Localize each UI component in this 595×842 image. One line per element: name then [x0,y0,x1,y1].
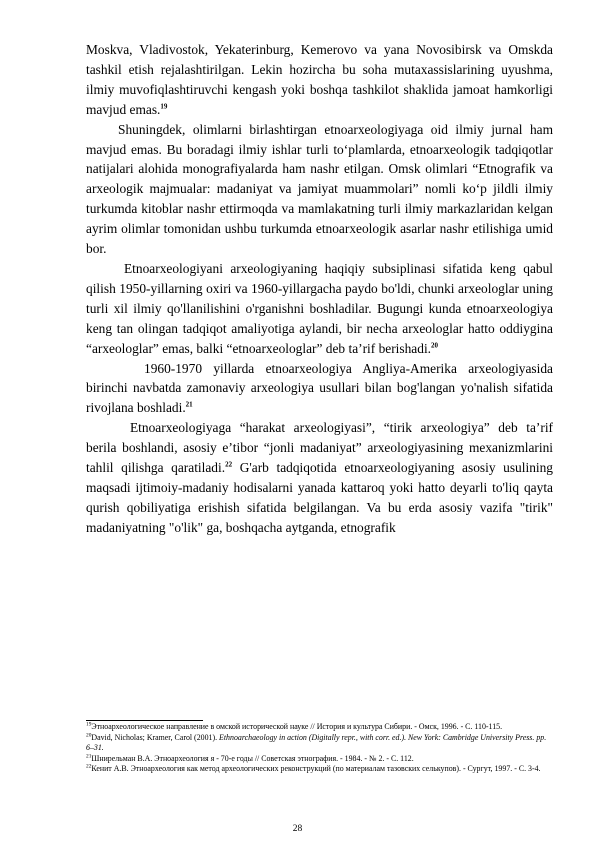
footnote-ref[interactable]: 21 [185,400,193,409]
footnote-number: 21 [86,753,92,760]
paragraph-4 [86,359,553,419]
footnote-number: 20 [86,731,92,738]
footnote-text: Этноархеологическое направление в омской исторической науке // История и культура Сибири. - Омск, 1996. - С. 110-115. [91,722,503,731]
paragraph-text: Shuningdek, olimlarni birlashtirgan etnoarxeologiyaga oid ilmiy jurnal ham mavjud emas. Bu boradagi ilmiy ishlar turli to‘plamlarda, etnoarxeologik tadqiqotlar natijalari alohida monografiyalarda ham nashr etilgan. Omsk olimlari “Etnografik va arxeologik majmualar: madaniyat va jamiyat muammolari” nomli ko‘p jildli ilmiy turkumda kitoblar nashr ettirmoqda va mamlakatning turli ilmiy markazlaridan kelgan ayrim olimlar tomonidan ushbu turkumda etnoarxeologik asarlar nashr etilishiga umid bor. [86,121,553,257]
footnote-italic-text: Ethnoarchaeology in action (Digitally repr., with corr. ed.). New York: Cambridge University Press. pp. 6–31. [86,732,547,753]
footnote-text: Кенит А.В. Этноархеология как метод археологических реконструкций (по материалам тазовских селькупов). - Сургут, 1997. - С. 3-4. [91,764,541,774]
paragraph-text: Moskva, Vladivostok, Yekaterinburg, Kemerovo va yana Novosibirsk va Omskda tashkil etish rejalashtirilgan. Lekin hozircha bu soha mutaxassislarining uyushma, ilmiy muvofiqlashtiruvchi kengash yoki boshqa tashkilot shaklida jamoat hamkorligi mavjud emas. [86,42,553,117]
paragraph-5 [86,418,553,537]
footnote-22 [86,764,553,775]
footnote-21 [86,754,553,765]
paragraph-text: 1960-1970 yillarda etnoarxeologiya Angliya-Amerika arxeologiyasida birinchi navbatda zamonaviy arxeologiya usullari bilan bog'langan yo'nalish sifatida rivojlana boshladi. [86,360,553,416]
paragraph-text-continued: G'arb tadqiqotida etnoarxeologiyaning asosiy usulining maqsadi ijtimoiy-madaniy hodisalarni yanada kattaroq yoki hatto deyarli to'liq qayta qurish qobiliyatiga erishish sifatida belgilangan. Va bu erda asosiy vazifa "tirik" madaniyatning "o'lik" ga, boshqacha aytganda, etnografik [86,460,553,535]
footnote-ref[interactable]: 19 [160,102,168,111]
footnote-separator [86,720,203,721]
paragraph-1 [86,40,553,120]
paragraph-text: Etnoarxeologiyani arxeologiyaning haqiqiy subsiplinasi sifatida keng qabul qilish 1950-yillarning oxiri va 1960-yillargacha paydo bo'ldi, chunki arxeologlar uning turli xil ilmiy qo'llanilishini o'rganishni boshladilar. Bugungi kunda etnoarxeologiya keng tan olingan tadqiqot amaliyotiga aylandi, bir necha arxeologlar hatto oddiygina “arxeologlar” emas, balki “etnoarxeologlar” deb taʼrif berishadi. [86,260,553,356]
footnotes [86,722,553,775]
footnote-19 [86,722,553,733]
body-text [86,40,553,538]
footnote-ref[interactable]: 20 [431,341,439,350]
footnote-number: 19 [86,721,92,728]
paragraph-3 [86,259,553,359]
footnote-text: David, Nicholas; Kramer, Carol (2001). [91,732,220,742]
footnote-20 [86,733,553,754]
page-number: 28 [292,824,303,834]
footnote-text: Шнирельман В.А. Этноархеология я - 70-е годы // Советская этнография. - 1984. - № 2. - С. 112. [91,753,414,763]
footnote-number: 22 [86,763,92,770]
paragraph-2 [86,120,553,259]
footnote-ref[interactable]: 22 [225,460,233,469]
paragraph-text: Etnoarxeologiyaga “harakat arxeologiyasi”, “tirik arxeologiya” deb taʼrif berila boshlandi, asosiy eʼtibor “jonli madaniyat” arxeologiyasining mexanizmlarini tahlil qilishga qaratiladi. [86,420,553,476]
